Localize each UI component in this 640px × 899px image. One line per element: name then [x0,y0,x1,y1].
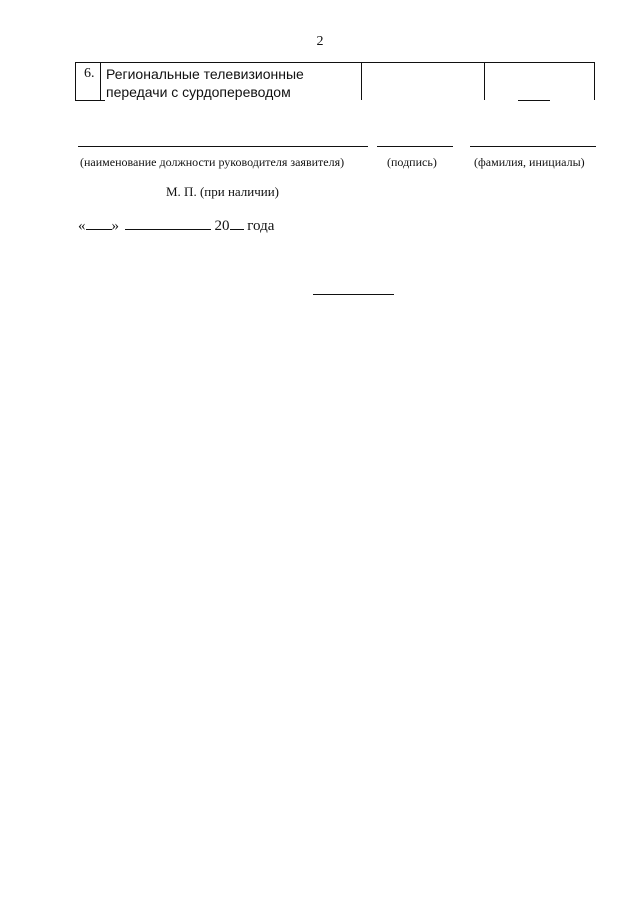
position-caption: (наименование должности руководителя заявителя) [80,155,345,169]
day-blank [86,217,112,230]
row-name-line2: передачи с сурдопереводом [106,84,291,100]
date-open-quote: « [78,218,86,234]
date-close-quote: » [111,218,119,234]
column-divider [484,63,485,100]
page-number: 2 [316,34,324,49]
date-line [78,217,274,235]
row-name-line1: Региональные телевизионные [106,66,304,82]
signature-line [377,146,453,147]
name-line [470,146,596,147]
month-blank [125,217,211,230]
end-line [313,294,394,295]
data-table [75,62,595,100]
signature-caption: (подпись) [387,155,437,169]
position-line [78,146,368,147]
row-number: 6. [84,66,95,81]
table-bottom-border [75,100,105,101]
year-blank [230,217,244,230]
row-name [106,65,366,101]
date-century: 20 [214,218,230,234]
seal-note: М. П. (при наличии) [166,184,280,199]
table-bottom-border [518,100,550,101]
column-divider [100,63,101,100]
date-year-word: года [247,218,275,234]
name-caption: (фамилия, инициалы) [474,155,585,169]
